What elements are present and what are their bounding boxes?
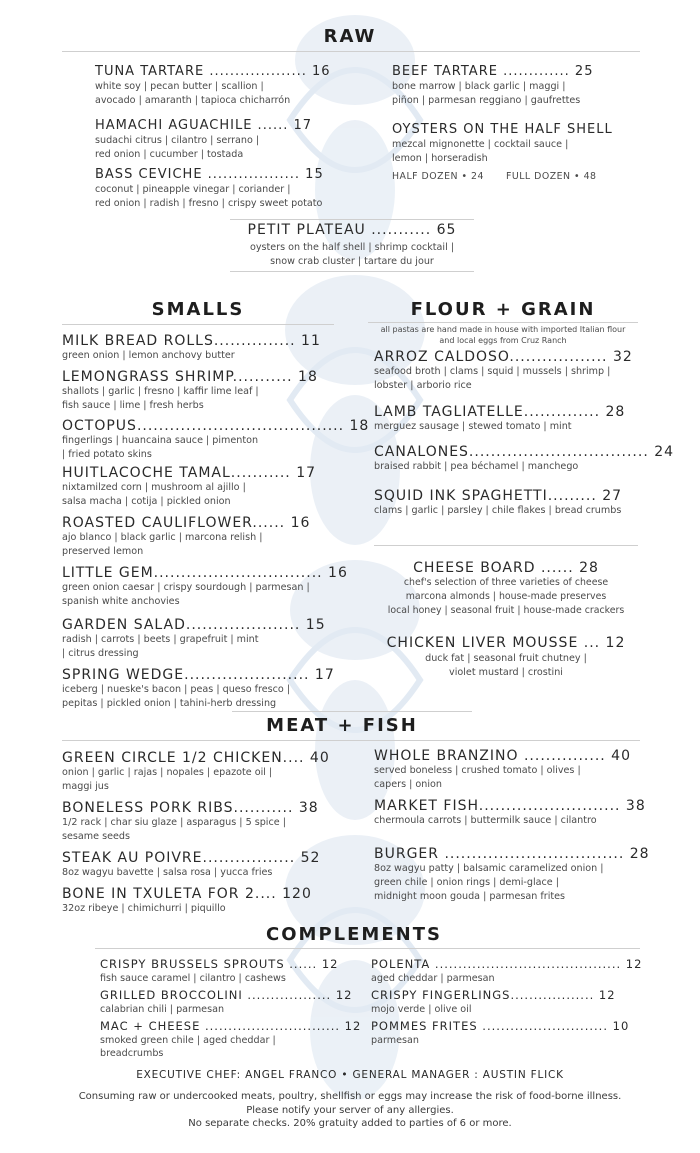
- section-divider: [62, 51, 640, 52]
- item-desc: ajo blanco | black garlic | marcona relish |: [62, 532, 263, 543]
- pasta-note: [368, 324, 638, 346]
- menu-item-little-gem: [62, 565, 348, 609]
- item-desc: 1/2 rack | char siu glaze | asparagus | 5 spice |: [62, 817, 286, 828]
- item-name: ROASTED CAULIFLOWER...... 16: [62, 515, 311, 531]
- menu-item-crispy-fingerlings: [371, 987, 616, 1016]
- item-desc: red onion | radish | fresno | crispy sweet potato: [95, 198, 323, 209]
- menu-item-lamb-tagliatelle: [374, 404, 625, 434]
- item-desc: avocado | amaranth | tapioca chicharrón: [95, 95, 291, 106]
- section-divider: [374, 545, 638, 546]
- item-name: PETIT PLATEAU ........... 65: [247, 222, 457, 238]
- item-desc: violet mustard | crostini: [449, 667, 563, 678]
- item-name: POLENTA ........................................ 12: [371, 957, 643, 971]
- allergy-notice: Please notify your server of any allergies.: [246, 1105, 454, 1116]
- menu-item-garden-salad: [62, 617, 326, 661]
- note-line: and local eggs from Cruz Ranch: [439, 336, 567, 345]
- menu-item-mac-cheese: [100, 1018, 361, 1060]
- item-desc: oysters on the half shell | shrimp cocktail |: [249, 242, 455, 253]
- item-desc: onion | garlic | rajas | nopales | epazote oil |: [62, 767, 273, 778]
- menu-item-milk-bread: [62, 333, 321, 363]
- section-divider: [95, 948, 640, 949]
- item-name: BONE IN TXULETA FOR 2.... 120: [62, 886, 312, 902]
- menu-item-steak-au-poivre: [62, 850, 320, 880]
- section-title-meat-fish: MEAT + FISH: [266, 715, 418, 736]
- item-desc: marcona almonds | house-made preserves: [405, 591, 607, 602]
- item-desc: midnight moon gouda | parmesan frites: [374, 891, 566, 902]
- section-divider: [62, 324, 334, 325]
- oyster-sizes: [392, 170, 613, 184]
- item-desc: green onion | lemon anchovy butter: [62, 350, 235, 361]
- item-desc: coconut | pineapple vinegar | coriander |: [95, 184, 291, 195]
- item-desc: spanish white anchovies: [62, 596, 180, 607]
- item-desc: white soy | pecan butter | scallion |: [95, 81, 264, 92]
- item-name: MARKET FISH.......................... 38: [374, 798, 646, 814]
- item-name: LEMONGRASS SHRIMP........... 18: [62, 369, 318, 385]
- item-desc: green onion caesar | crispy sourdough | parmesan |: [62, 582, 310, 593]
- menu-item-crispy-brussels-sprouts: [100, 956, 339, 985]
- item-desc: served boneless | crushed tomato | olives |: [374, 765, 581, 776]
- item-desc: iceberg | nueske's bacon | peas | queso fresco |: [62, 684, 291, 695]
- item-name: SPRING WEDGE....................... 17: [62, 667, 335, 683]
- item-desc: chef's selection of three varieties of cheese: [403, 577, 609, 588]
- section-title-smalls: SMALLS: [151, 299, 245, 320]
- menu-item-pommes-frites: [371, 1018, 629, 1047]
- half-dozen-price: HALF DOZEN • 24: [392, 171, 484, 182]
- item-desc: sesame seeds: [62, 831, 130, 842]
- item-desc: aged cheddar | parmesan: [371, 973, 495, 984]
- menu-item-polenta: [371, 956, 642, 985]
- section-divider: [62, 740, 640, 741]
- item-desc: sudachi citrus | cilantro | serrano |: [95, 135, 260, 146]
- item-desc: maggi jus: [62, 781, 109, 792]
- item-desc: calabrian chili | parmesan: [100, 1004, 225, 1015]
- menu-item-whole-branzino: [374, 748, 631, 792]
- menu-item-canalones: [374, 444, 674, 474]
- item-name: GRILLED BROCCOLINI .................. 12: [100, 988, 353, 1002]
- menu-item-cheese-board: [374, 560, 638, 618]
- full-dozen-price: FULL DOZEN • 48: [505, 171, 597, 182]
- item-name: HAMACHI AGUACHILE ...... 17: [95, 118, 313, 133]
- item-name: WHOLE BRANZINO ............... 40: [374, 748, 631, 764]
- item-name: BONELESS PORK RIBS........... 38: [62, 800, 319, 816]
- section-title-raw: RAW: [323, 26, 377, 47]
- item-name: LAMB TAGLIATELLE.............. 28: [374, 404, 626, 420]
- item-name: SQUID INK SPAGHETTI......... 27: [374, 488, 623, 504]
- item-desc: | citrus dressing: [62, 648, 139, 659]
- item-desc: pepitas | pickled onion | tahini-herb dressing: [62, 698, 277, 709]
- item-desc: mezcal mignonette | cocktail sauce |: [392, 139, 569, 150]
- item-name: LITTLE GEM............................... 16: [62, 565, 348, 581]
- item-desc: | fried potato skins: [62, 449, 152, 460]
- item-name: MAC + CHEESE ............................. 12: [100, 1019, 362, 1033]
- item-desc: chermoula carrots | buttermilk sauce | cilantro: [374, 815, 597, 826]
- item-desc: piñon | parmesan reggiano | gaufrettes: [392, 95, 581, 106]
- menu-item-arroz-caldoso: [374, 349, 633, 393]
- item-desc: mojo verde | olive oil: [371, 1004, 472, 1015]
- health-warning: Consuming raw or undercooked meats, poultry, shellfish or eggs may increase the risk of food-borne illness.: [78, 1091, 622, 1102]
- menu-item-bone-in-txuleta: [62, 886, 312, 916]
- item-name: CRISPY BRUSSELS SPROUTS ...... 12: [100, 957, 339, 971]
- menu-item-burger: [374, 846, 650, 904]
- item-desc: duck fat | seasonal fruit chutney |: [425, 653, 587, 664]
- item-name: CRISPY FINGERLINGS.................. 12: [371, 988, 616, 1002]
- item-desc: fish sauce caramel | cilantro | cashews: [100, 973, 286, 984]
- plateau-divider-top: [230, 219, 474, 220]
- section-title-complements: COMPLEMENTS: [266, 924, 442, 945]
- item-desc: capers | onion: [374, 779, 442, 790]
- item-name: CANALONES................................. 24: [374, 444, 675, 460]
- section-title-flour-grain: FLOUR + GRAIN: [410, 299, 596, 320]
- item-desc: braised rabbit | pea béchamel | manchego: [374, 461, 579, 472]
- menu-item-octopus: [62, 418, 369, 462]
- menu-item-boneless-pork-ribs: [62, 800, 319, 844]
- note-line: all pastas are hand made in house with imported Italian flour: [380, 325, 626, 334]
- item-desc: 8oz wagyu patty | balsamic caramelized onion |: [374, 863, 604, 874]
- item-name: GREEN CIRCLE 1/2 CHICKEN.... 40: [62, 750, 330, 766]
- item-desc: breadcrumbs: [100, 1048, 164, 1059]
- staff-credits: EXECUTIVE CHEF: ANGEL FRANCO • GENERAL MANAGER : AUSTIN FLICK: [136, 1069, 564, 1081]
- item-desc: local honey | seasonal fruit | house-made crackers: [387, 605, 625, 616]
- menu-item-tuna-tartare: [95, 64, 331, 108]
- item-desc: radish | carrots | beets | grapefruit | mint: [62, 634, 259, 645]
- item-desc: salsa macha | cotija | pickled onion: [62, 496, 231, 507]
- menu-item-green-circle-chicken: [62, 750, 330, 794]
- menu-item-oysters: [392, 122, 613, 184]
- item-name: CHICKEN LIVER MOUSSE ... 12: [386, 635, 626, 651]
- menu-item-petit-plateau: [230, 222, 474, 269]
- item-desc: nixtamilzed corn | mushroom al ajillo |: [62, 482, 246, 493]
- item-desc: parmesan: [371, 1035, 419, 1046]
- menu-item-squid-ink-spaghetti: [374, 488, 622, 518]
- item-desc: merguez sausage | stewed tomato | mint: [374, 421, 572, 432]
- item-desc: preserved lemon: [62, 546, 144, 557]
- menu-item-beef-tartare: [392, 64, 593, 108]
- menu-item-grilled-broccolini: [100, 987, 352, 1016]
- item-desc: fingerlings | huancaina sauce | pimenton: [62, 435, 259, 446]
- menu-item-spring-wedge: [62, 667, 335, 711]
- item-name: BASS CEVICHE .................. 15: [95, 167, 324, 182]
- item-name: GARDEN SALAD..................... 15: [62, 617, 326, 633]
- item-name: POMMES FRITES ........................... 10: [371, 1019, 630, 1033]
- item-name: OYSTERS ON THE HALF SHELL: [392, 122, 613, 137]
- gratuity-notice: No separate checks. 20% gratuity added to parties of 6 or more.: [188, 1118, 512, 1129]
- menu-item-lemongrass-shrimp: [62, 369, 318, 413]
- item-desc: lobster | arborio rice: [374, 380, 472, 391]
- item-desc: lemon | horseradish: [392, 153, 488, 164]
- item-name: TUNA TARTARE ................... 16: [95, 64, 331, 79]
- item-desc: red onion | cucumber | tostada: [95, 149, 244, 160]
- item-desc: green chile | onion rings | demi-glace |: [374, 877, 559, 888]
- menu-item-hamachi: [95, 118, 312, 162]
- item-desc: seafood broth | clams | squid | mussels | shrimp |: [374, 366, 611, 377]
- item-name: BURGER ................................. 28: [374, 846, 650, 862]
- item-desc: fish sauce | lime | fresh herbs: [62, 400, 204, 411]
- menu-item-chicken-liver-mousse: [374, 635, 638, 680]
- menu-item-market-fish: [374, 798, 646, 828]
- item-desc: smoked green chile | aged cheddar |: [100, 1035, 276, 1046]
- item-name: HUITLACOCHE TAMAL........... 17: [62, 465, 317, 481]
- item-desc: shallots | garlic | fresno | kaffir lime leaf |: [62, 386, 259, 397]
- item-name: STEAK AU POIVRE................. 52: [62, 850, 321, 866]
- item-desc: snow crab cluster | tartare du jour: [270, 256, 434, 267]
- item-desc: 32oz ribeye | chimichurri | piquillo: [62, 903, 226, 914]
- menu-item-huitlacoche-tamal: [62, 465, 316, 509]
- plateau-divider-bottom: [230, 271, 474, 272]
- item-desc: clams | garlic | parsley | chile flakes | bread crumbs: [374, 505, 622, 516]
- item-name: CHEESE BOARD ...... 28: [413, 560, 599, 576]
- item-name: OCTOPUS...................................... 18: [62, 418, 370, 434]
- menu-item-roasted-cauliflower: [62, 515, 310, 559]
- item-name: ARROZ CALDOSO.................. 32: [374, 349, 633, 365]
- section-divider: [368, 322, 638, 323]
- item-name: MILK BREAD ROLLS............... 11: [62, 333, 321, 349]
- item-desc: 8oz wagyu bavette | salsa rosa | yucca fries: [62, 867, 273, 878]
- section-divider: [232, 711, 472, 712]
- item-name: BEEF TARTARE ............. 25: [392, 64, 594, 79]
- menu-item-bass-ceviche: [95, 167, 324, 211]
- item-desc: bone marrow | black garlic | maggi |: [392, 81, 566, 92]
